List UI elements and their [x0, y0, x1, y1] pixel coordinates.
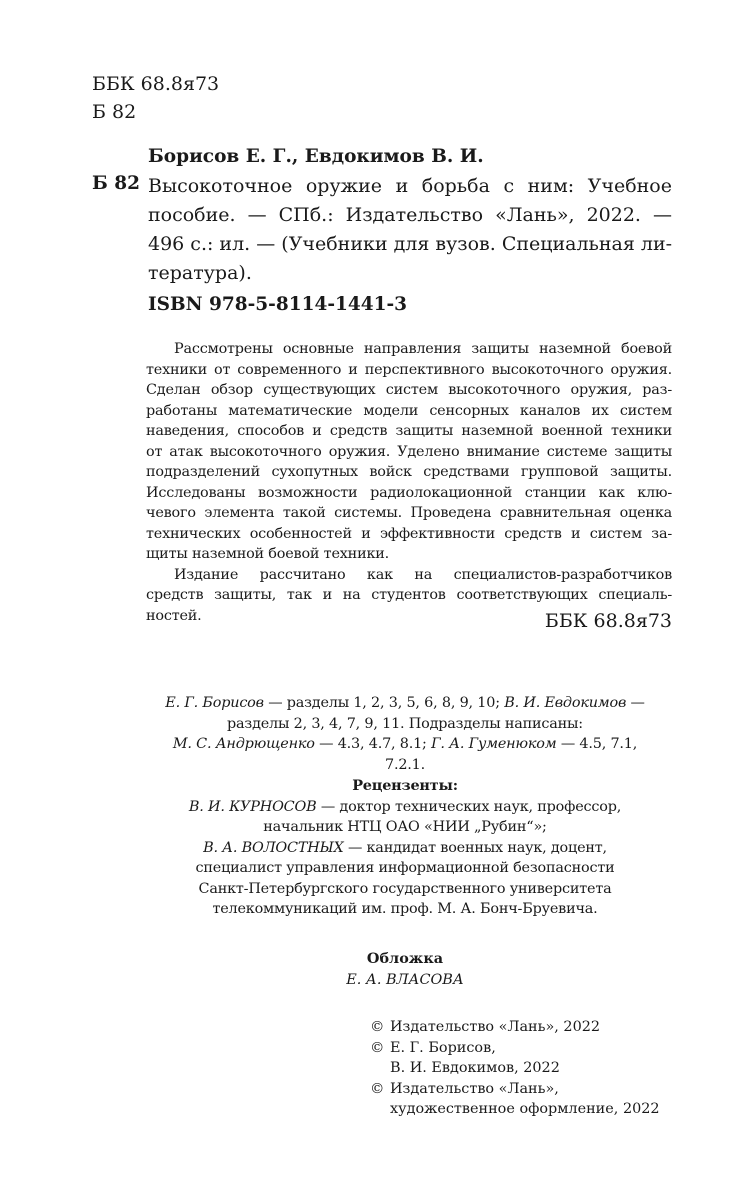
copyright-symbol: ©	[370, 1080, 385, 1097]
contributor-name: М. С. Андрющенко	[172, 736, 315, 752]
abstract-line: чевого элемента такой системы. Проведена сравнительная оценка	[146, 505, 672, 521]
abstract-line: Исследованы возможности радиолокационной станции как клю-	[146, 484, 672, 501]
reviewer-line: начальник НТЦ ОАО «НИИ „Рубин“»;	[263, 819, 547, 835]
abstract-line: средств защиты, так и на студентов соответствующих специаль-	[146, 587, 672, 603]
abstract	[146, 339, 672, 626]
abstract-line: от атак высокоточного оружия. Уделено внимание системе защиты	[146, 443, 672, 460]
author-code: Б 82	[92, 101, 137, 123]
reviewer-desc: — кандидат военных наук, доцент,	[343, 839, 607, 856]
copyright-text: Издательство «Лань», 2022	[390, 1019, 601, 1035]
title-line: 496 с.: ил. — (Учебники для вузов. Специальная ли-	[148, 233, 673, 255]
copyright-text: Е. Г. Борисов,	[390, 1039, 496, 1056]
title-line: тература).	[148, 262, 252, 284]
contrib-line	[100, 734, 710, 755]
copyright-symbol: ©	[370, 1019, 385, 1035]
bbk-classification-right: ББК 68.8я73	[544, 610, 672, 632]
contributor-sections: — 4.5, 7.1,	[556, 736, 638, 752]
copyright-line	[370, 1099, 660, 1120]
abstract-line: подразделений сухопутных войск средствами групповой защиты.	[146, 464, 672, 480]
reviewer-line: телекоммуникаций им. проф. М. А. Бонч-Бруевича.	[212, 901, 598, 917]
cover-credit	[100, 949, 710, 990]
abstract-line: Рассмотрены основные направления защиты наземной боевой	[174, 341, 672, 357]
abstract-line: ностей.	[146, 607, 202, 624]
copyright-block	[370, 1017, 660, 1120]
copyright-line	[370, 1038, 660, 1059]
reviewer-line: Санкт-Петербургского государственного университета	[198, 880, 612, 897]
copyright-symbol: ©	[370, 1039, 385, 1056]
reviewer-line	[100, 838, 710, 859]
authors-line: Борисов Е. Г., Евдокимов В. И.	[148, 146, 484, 167]
contributor-name: В. И. Евдокимов	[504, 695, 627, 711]
title-line: Высокоточное оружие и борьба с ним: Учебное	[148, 175, 672, 197]
copyright-text: В. И. Евдокимов, 2022	[390, 1060, 560, 1076]
reviewer-name: В. И. КУРНОСОВ	[188, 798, 317, 815]
reviewers-block	[100, 776, 710, 920]
contrib-line: 7.2.1.	[385, 756, 425, 773]
copyright-text: художественное оформление, 2022	[390, 1101, 660, 1117]
reviewer-line: специалист управления информационной безопасности	[195, 860, 615, 876]
title-line: пособие. — СПб.: Издательство «Лань», 2022. —	[148, 204, 672, 226]
cover-designer: Е. А. ВЛАСОВА	[346, 971, 464, 988]
isbn: ISBN 978-5-8114-1441-3	[148, 294, 408, 315]
abstract-line: работаны математические модели сенсорных каналов их систем	[146, 402, 672, 419]
reviewer-name: В. А. ВОЛОСТНЫХ	[203, 839, 344, 856]
copyright-line	[370, 1079, 660, 1100]
bbk-classification: ББК 68.8я73	[92, 73, 220, 95]
contributor-sections: — 4.3, 4.7, 8.1;	[314, 736, 432, 752]
reviewer-line	[100, 797, 710, 818]
contributor-name: Г. А. Гуменюком	[431, 736, 557, 752]
abstract-line: Сделан обзор существующих систем высокоточного оружия, раз-	[146, 382, 672, 398]
author-code-bold: Б 82	[92, 173, 140, 194]
abstract-line: техники от современного и перспективного высокоточного оружия.	[146, 361, 672, 378]
reviewers-heading: Рецензенты:	[352, 777, 458, 794]
copyright-text: Издательство «Лань»,	[390, 1080, 559, 1097]
contrib-line	[100, 693, 710, 714]
abstract-line: наведения, способов и средств защиты наземной военной техники	[146, 423, 672, 439]
bbk-header	[92, 70, 219, 126]
reviewer-desc: — доктор технических наук, профессор,	[316, 798, 622, 815]
copyright-line	[370, 1058, 660, 1079]
copyright-line	[370, 1017, 660, 1038]
contributor-name: Е. Г. Борисов	[165, 695, 264, 711]
abstract-line: щиты наземной боевой техники.	[146, 546, 390, 562]
abstract-line: Издание рассчитано как на специалистов-разработчиков	[174, 566, 672, 583]
title-description	[148, 172, 672, 288]
abstract-line: технических особенностей и эффективности средств и систем за-	[146, 525, 672, 542]
contributor-dash: —	[626, 695, 645, 711]
contributor-sections: — разделы 1, 2, 3, 5, 6, 8, 9, 10;	[263, 695, 505, 711]
contributors-block	[100, 693, 710, 775]
contrib-line: разделы 2, 3, 4, 7, 9, 11. Подразделы написаны:	[227, 715, 583, 732]
cover-heading: Обложка	[366, 950, 444, 967]
